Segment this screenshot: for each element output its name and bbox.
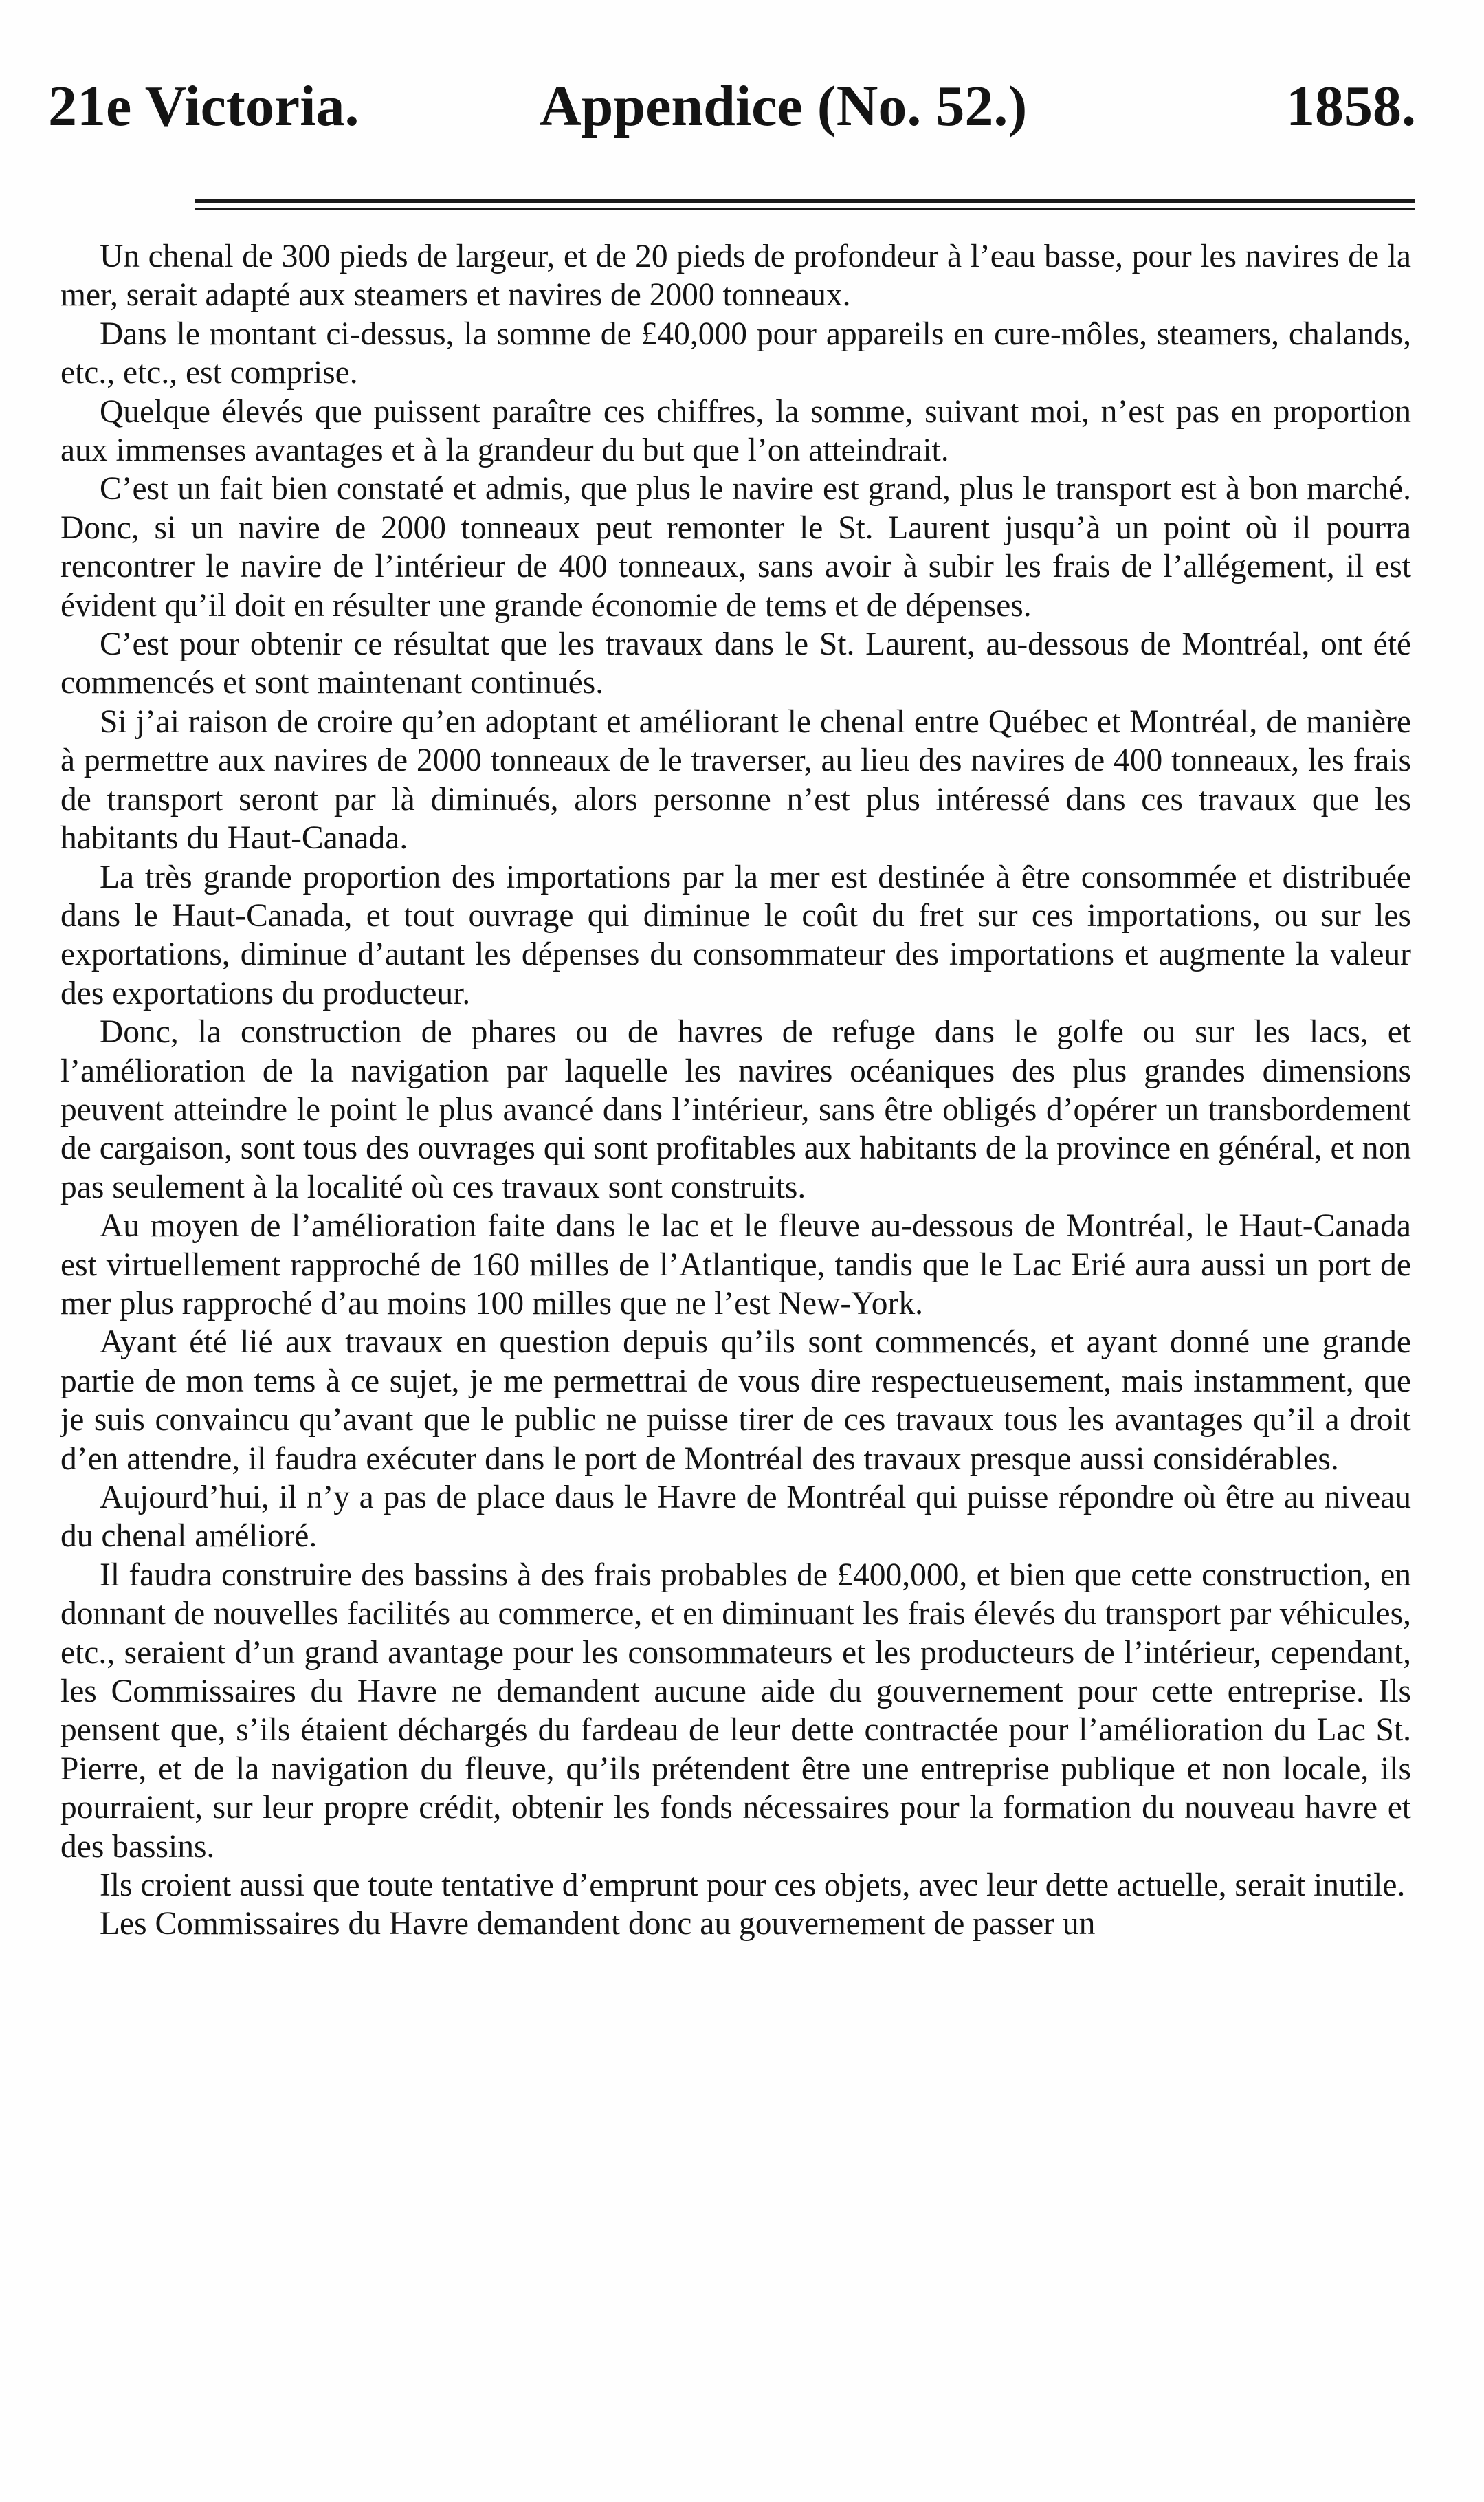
paragraph: Il faudra construire des bassins à des frais probables de £400,000, et bien que cette construction, en donnant de nouvelles facilités au commerce, et en diminuant les frais élevés du transport par véhicules, etc., seraient d’un grand avantage pour les consommateurs et les producteurs de l’intérieur, cependant, les Commissaires du Havre ne demandent aucune aide du gouvernement pour cette entreprise. Ils pensent que, s’ils étaient déchargés du fardeau de leur dette contractée pour l’amélioration du Lac St. Pierre, et de la navigation du fleuve, qu’ils prétendent être une entreprise publique et non locale, ils pourraient, sur leur propre crédit, obtenir les fonds nécessaires pour la formation du nouveau havre et des bassins. — [60, 1557, 1411, 1865]
header-rule-thick — [195, 199, 1415, 203]
header-year: 1858. — [1286, 74, 1416, 138]
header-rule-thin — [195, 208, 1415, 210]
running-header — [48, 65, 1416, 148]
paragraph: Quelque élevés que puissent paraître ces chiffres, la somme, suivant moi, n’est pas en proportion aux immenses avantages et à la grandeur du but que l’on atteindrait. — [60, 393, 1411, 469]
paragraph: Un chenal de 300 pieds de largeur, et de 20 pieds de profondeur à l’eau basse, pour les navires de la mer, serait adapté aux steamers et navires de 2000 tonneaux. — [60, 239, 1411, 314]
paragraph: Aujourd’hui, il n’y a pas de place daus le Havre de Montréal qui puisse répondre où être au niveau du chenal amélioré. — [60, 1480, 1411, 1555]
paragraph: Donc, la construction de phares ou de havres de refuge dans le golfe ou sur les lacs, et l’amélioration de la navigation par laquelle les navires océaniques des plus grandes dimensions peuvent atteindre le point le plus avancé dans l’intérieur, sans être obligés d’opérer un transbordement de cargaison, sont tous des ouvrages qui sont profitables aux habitants de la province en général, et non pas seulement à la localité où ces travaux sont construits. — [60, 1014, 1411, 1205]
paragraph: La très grande proportion des importations par la mer est destinée à être consommée et distribuée dans le Haut-Canada, et tout ouvrage qui diminue le coût du fret sur ces importations, ou sur les exportations, diminue d’autant les dépenses du consommateur des importations et augmente la valeur des exportations du producteur. — [60, 859, 1411, 1011]
paragraph: Ayant été lié aux travaux en question depuis qu’ils sont commencés, et ayant donné une grande partie de mon tems à ce sujet, je me permettrai de vous dire respectueusement, mais instamment, que je suis convaincu qu’avant que le public ne puisse tirer de ces travaux tous les avantages qu’il a droit d’en attendre, il faudra exécuter dans le port de Montréal des travaux presque aussi considérables. — [60, 1324, 1411, 1477]
paragraph: C’est un fait bien constaté et admis, que plus le navire est grand, plus le transport est à bon marché. Donc, si un navire de 2000 tonneaux peut remonter le St. Laurent jusqu’à un point où il pourra rencontrer le navire de l’intérieur de 400 tonneaux, sans avoir à subir les frais de l’allégement, il est évident qu’il doit en résulter une grande économie de tems et de dépenses. — [60, 471, 1411, 624]
paragraph: Dans le montant ci-dessus, la somme de £40,000 pour appareils en cure-môles, steamers, chalands, etc., etc., est comprise. — [60, 316, 1411, 391]
body-text — [60, 237, 1411, 2458]
paragraph: Les Commissaires du Havre demandent donc au gouvernement de passer un — [100, 1906, 1096, 1942]
paragraph: Si j’ai raison de croire qu’en adoptant et améliorant le chenal entre Québec et Montréal, de manière à permettre aux navires de 2000 tonneaux de le traverser, au lieu des navires de 400 tonneaux, les frais de transport seront par là diminués, alors personne n’est plus intéressé dans ces travaux que les habitants du Haut-Canada. — [60, 703, 1411, 857]
paragraph: Ils croient aussi que toute tentative d’emprunt pour ces objets, avec leur dette actuelle, serait inutile. — [100, 1867, 1406, 1904]
header-session: 21e Victoria. — [48, 74, 359, 138]
paragraph: Au moyen de l’amélioration faite dans le lac et le fleuve au-dessous de Montréal, le Haut-Canada est virtuellement rapproché de 160 milles de l’Atlantique, tandis que le Lac Erié aura aussi un port de mer plus rapproché d’au moins 100 milles que ne l’est New-York. — [60, 1208, 1411, 1321]
header-appendix-number: Appendice (No. 52.) — [540, 74, 1028, 138]
paragraph: C’est pour obtenir ce résultat que les travaux dans le St. Laurent, au-dessous de Montréal, ont été commencés et sont maintenant continués. — [60, 626, 1411, 701]
